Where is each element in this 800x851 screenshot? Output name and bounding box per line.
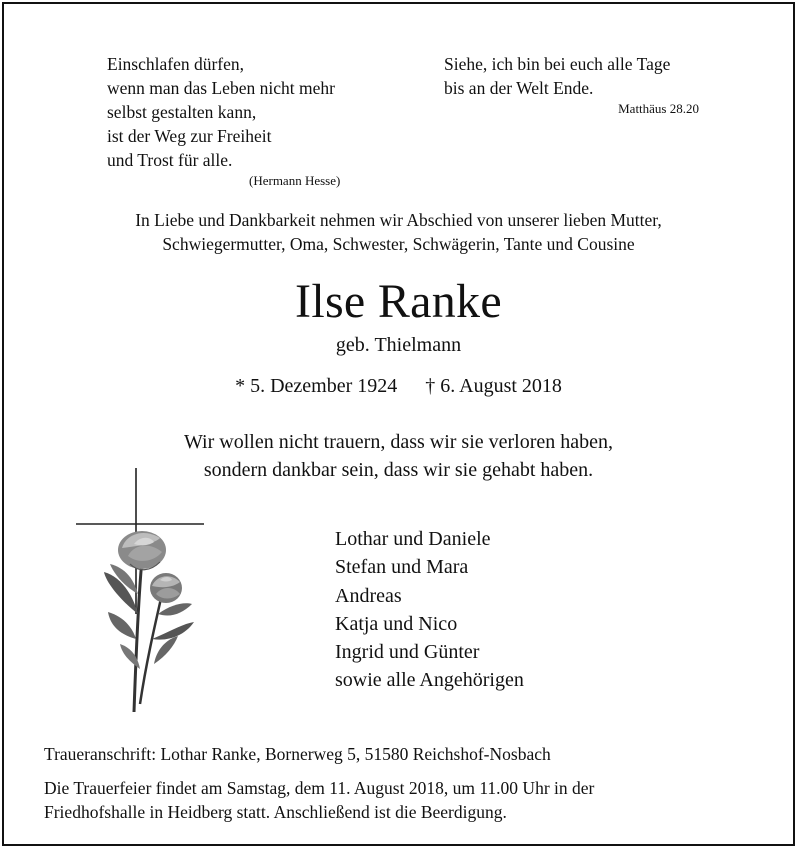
verse-line: Wir wollen nicht trauern, dass wir sie verloren haben,	[183, 431, 614, 453]
deceased-name: Ilse Ranke	[295, 275, 502, 328]
death-date: † 6. August 2018	[425, 375, 562, 397]
quote-line: bis an der Welt Ende.	[444, 78, 594, 98]
quote-line: wenn man das Leben nicht mehr	[107, 78, 335, 98]
mourner-name: Stefan und Mara	[335, 556, 469, 579]
obituary-notice	[2, 2, 795, 846]
birth-date: * 5. Dezember 1924	[235, 375, 398, 397]
quote-line: und Trost für alle.	[107, 150, 233, 170]
mourner-name: Lothar und Daniele	[335, 528, 491, 550]
maiden-name: geb. Thielmann	[335, 334, 462, 356]
ceremony-line: Die Trauerfeier findet am Samstag, dem 11. August 2018, um 11.00 Uhr in der	[44, 778, 595, 798]
quote-attribution: Matthäus 28.20	[618, 101, 699, 116]
mourner-name: Ingrid und Günter	[335, 641, 480, 664]
funeral-ceremony-info	[44, 776, 594, 824]
cross-and-rose	[74, 464, 214, 719]
mourners-list	[335, 525, 524, 695]
intro-line: In Liebe und Dankbarkeit nehmen wir Abschied von unserer lieben Mutter,	[135, 210, 662, 230]
quote-line: selbst gestalten kann,	[107, 102, 257, 122]
mourner-name: Katja und Nico	[335, 612, 458, 635]
mourner-name: sowie alle Angehörigen	[335, 669, 524, 692]
mourning-address: Traueranschrift: Lothar Ranke, Bornerweg 5, 51580 Reichshof-Nosbach	[44, 744, 551, 764]
bible-quote	[444, 52, 699, 118]
intro-line: Schwiegermutter, Oma, Schwester, Schwägerin, Tante und Cousine	[162, 234, 635, 254]
quote-attribution: (Hermann Hesse)	[249, 173, 341, 188]
verse-line: sondern dankbar sein, dass wir sie gehabt haben.	[203, 459, 594, 481]
rose-illustration	[104, 531, 194, 712]
quote-line: Einschlafen dürfen,	[107, 54, 245, 74]
mourner-name: Andreas	[335, 584, 402, 607]
hesse-quote	[107, 52, 340, 190]
quote-line: ist der Weg zur Freiheit	[107, 126, 272, 146]
quote-line: Siehe, ich bin bei euch alle Tage	[444, 54, 671, 74]
life-dates	[4, 372, 793, 400]
farewell-intro	[4, 208, 793, 256]
ceremony-line: Friedhofshalle in Heidberg statt. Anschließend ist die Beerdigung.	[44, 802, 507, 822]
